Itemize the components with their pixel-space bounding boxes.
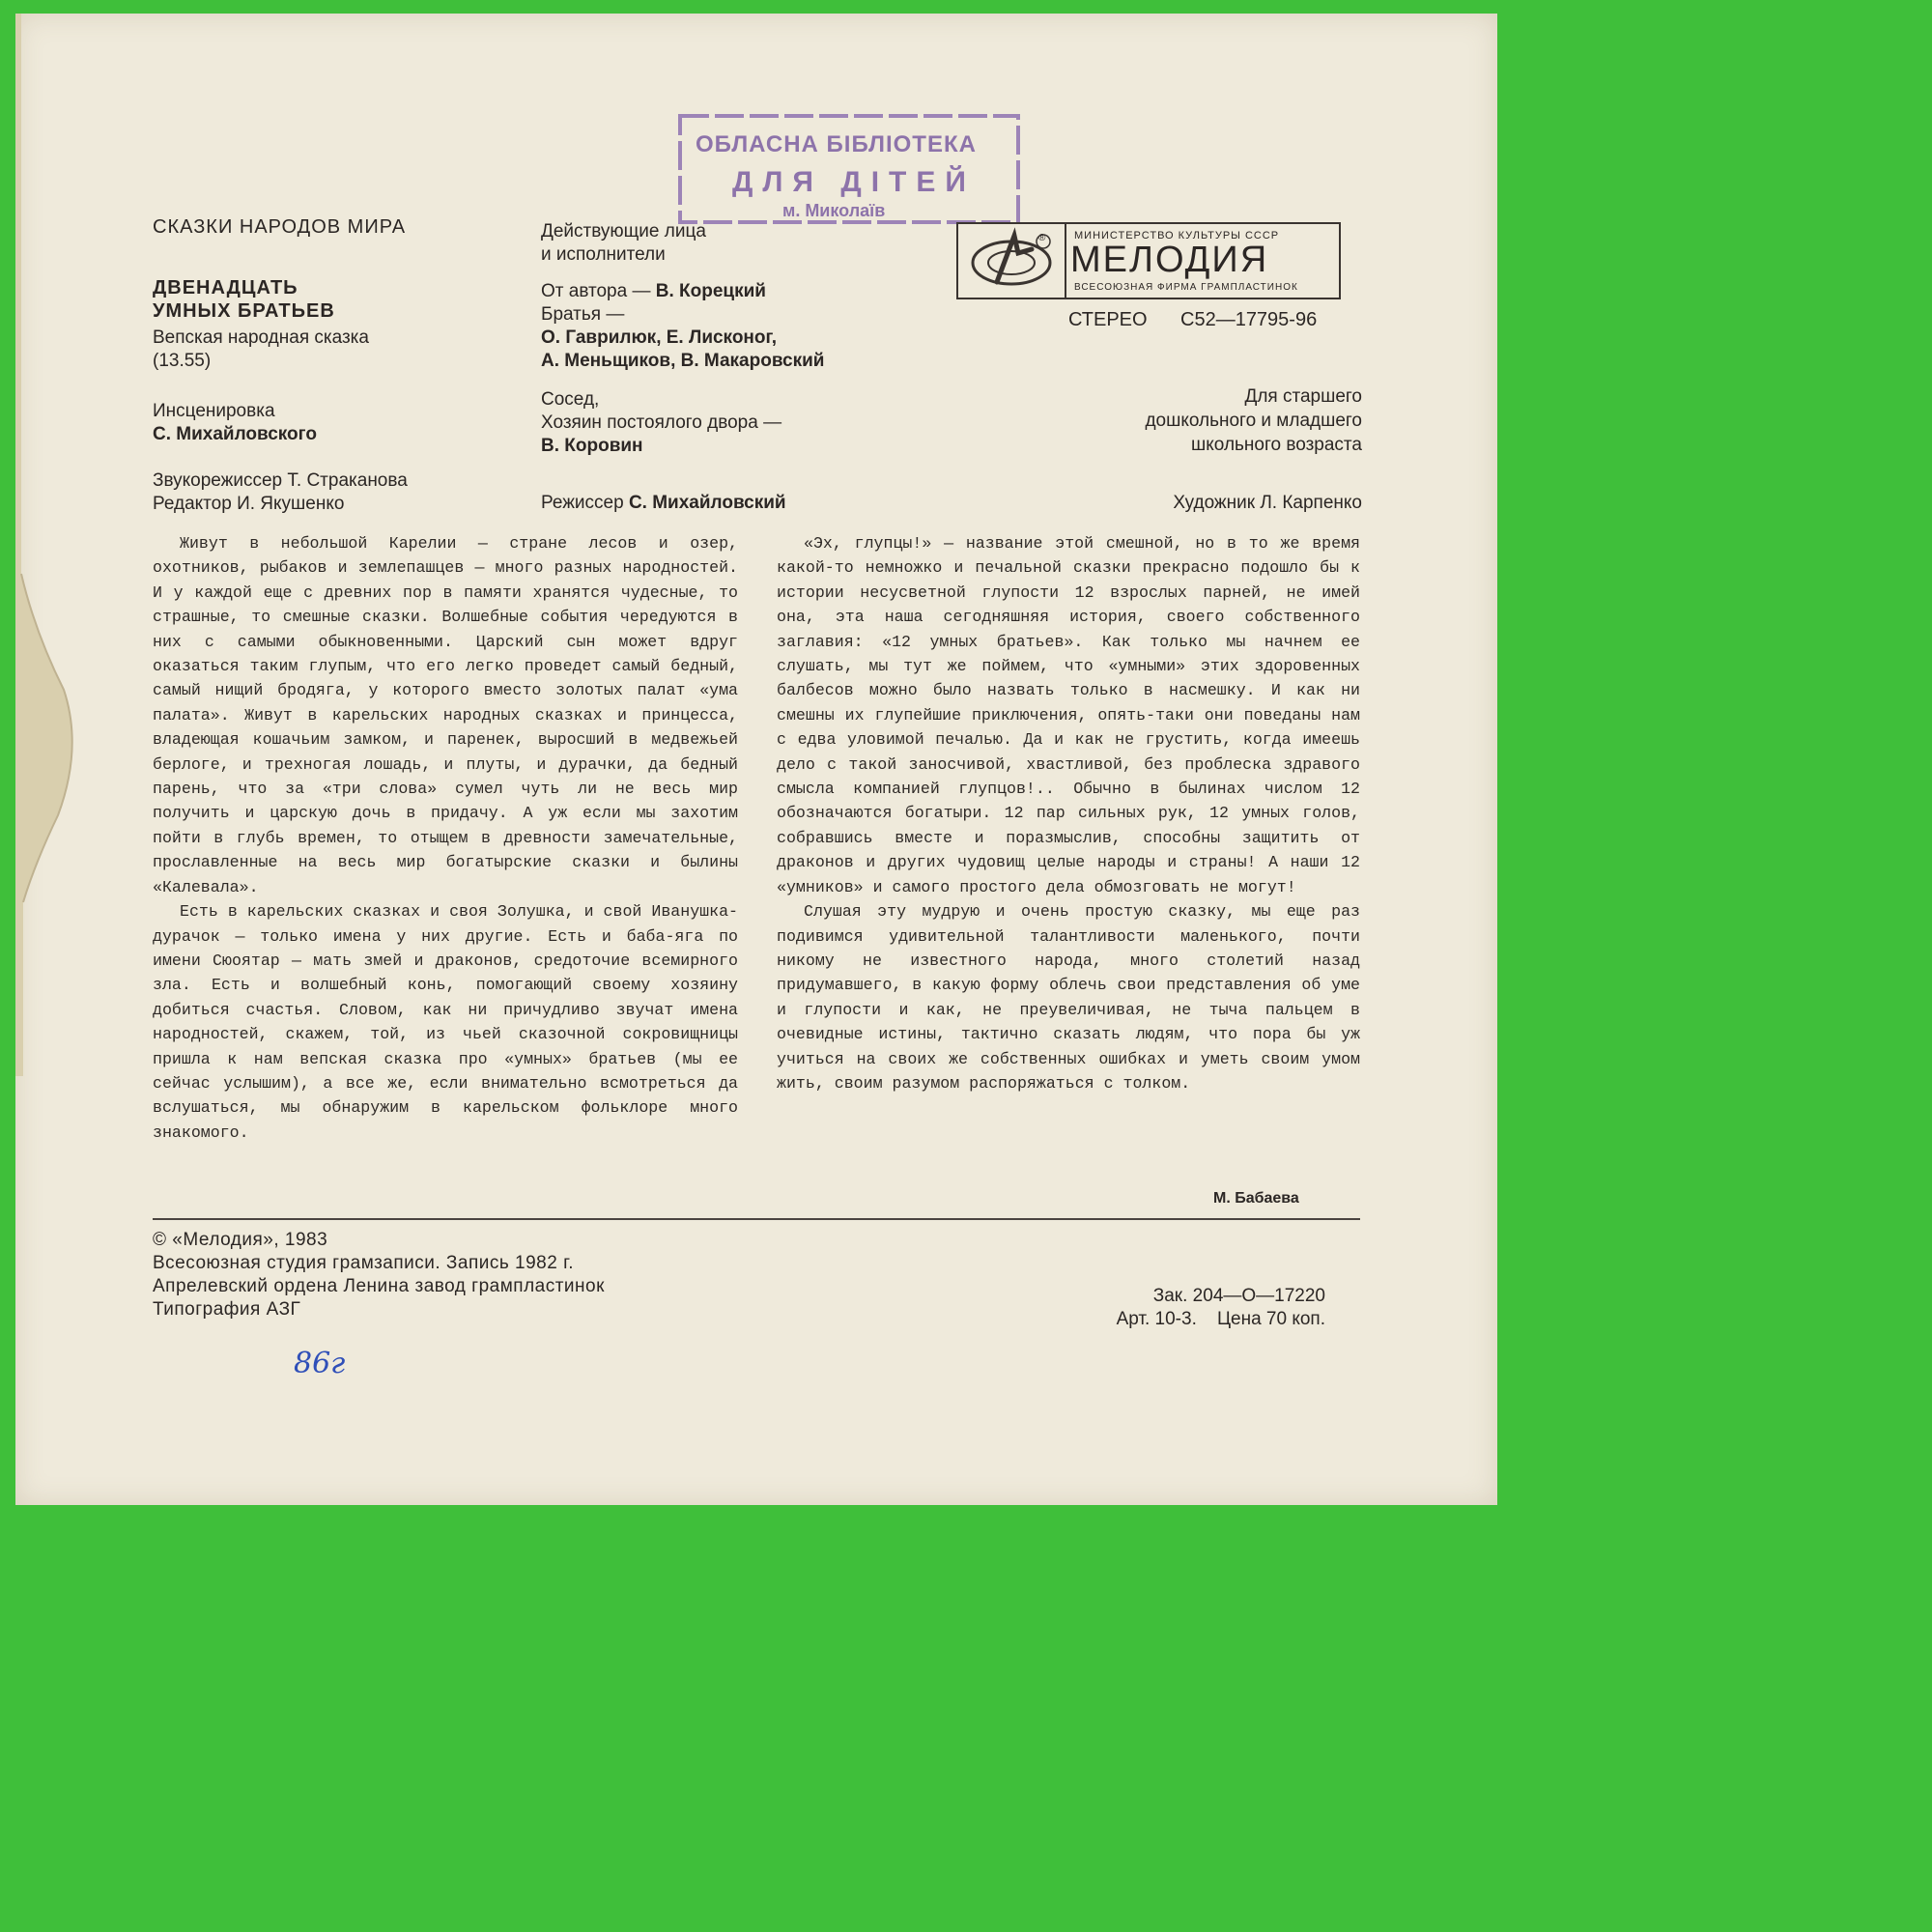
paragraph-left-1: Живут в небольшой Карелии — стране лесов и озер, охотников, рыбаков и землепашцев — много разных народностей. И у каждой еще с древних пор в памяти хранятся чудесные, то страшные, то смешные сказки. Волшебные события чередуются в них с самыми обыкновенными. Царский сын может вдруг оказаться таким глупым, что его легко проведет самый бедный, самый нищий бродяга, у которого вместо золотых палат «ума палата». Живут в карельских народных сказках и принцесса, владеющая кошачьим замком, и паренек, выросший в медвежьей берлоге, и трехногая лошадь, и плуты, и дурачки, да бедный парень, что за «три слова» сумел чуть ли не весь мир получить и царскую дочь в придачу. А уж если мы захотим пойти в глубь времен, то отыщем в древности замечательные, прославленные на весь мир богатырские сказки и былины «Калевала». (153, 534, 738, 896)
inscenation-name: С. Михайловского (153, 424, 317, 444)
stamp-line1: ОБЛАСНА БІБЛІОТЕКА (696, 131, 977, 157)
director (541, 493, 786, 514)
neighbor-name: В. Коровин (541, 436, 643, 456)
paragraph-right-1: «Эх, глупцы!» — название этой смешной, но в то же время какой-то немножко и печальной сказки прекрасно подошло бы к истории несусветной глупости 12 взрослых парней, не имей она, эта наша сегодняшняя история, своего собственного заглавия: «12 умных братьев». Как только мы начнем ее слушать, мы тут же поймем, что «умными» этих здоровенных балбесов можно было назвать только в насмешку. И как ни смешны их глупейшие приключения, опять-таки они поведаны нам с едва уловимой печалью. Да и как не грустить, когда имеешь дело с такой заносчивой, хвастливой, без проблеска здравого смысла компанией глупцов!.. Обычно в былинах числом 12 обозначаются богатыри. 12 пар сильных рук, 12 умных голов, собравшись вместе и поразмыслив, способны защитить от драконов и других чудовищ целые народы и страны! А наши 12 «умников» и самого простого дела обмозговать не могут! (777, 534, 1360, 896)
duration: (13.55) (153, 351, 212, 371)
text-column-left (153, 531, 738, 1145)
essay-signature: М. Бабаева (1213, 1190, 1299, 1207)
logo-ministry: МИНИСТЕРСТВО КУЛЬТУРЫ СССР (1074, 230, 1280, 242)
melodiya-emblem-icon (958, 224, 1066, 298)
imprint-block (153, 1229, 605, 1321)
age-line-3: школьного возраста (1191, 435, 1362, 455)
director-name: С. Михайловский (628, 493, 786, 513)
stamp-line2: ДЛЯ ДІТЕЙ (732, 166, 976, 198)
paragraph-left-2: Есть в карельских сказках и своя Золушка, и свой Иванушка-дурачок — только имена у них другие. Есть и баба-яга по имени Сюоятар — мать змей и драконов, средоточие всемирного зла. Есть и волшебный конь, помогающий своему хозяину добиться счастья. Словом, как ни причудливо звучат имена народностей, скажем, той, из чьей сказочной сокровищницы пришла к нам вепская сказка про «умных» братьев (мы ее сейчас услышим), а все же, если внимательно всмотреться да вслушаться, мы обнаружим в карельском фольклоре много знакомого. (153, 902, 738, 1142)
sleeve-cutout (15, 14, 131, 1076)
record-title (153, 276, 335, 323)
paragraph-right-2: Слушая эту мудрую и очень простую сказку, мы еще раз подивимся удивительной талантливости маленького, почти никому не известного народа, много столетий назад придумавшего, в какую форму облечь свои представления об уме и глупости и как, не преувеличивая, не тыча пальцем в очевидные истины, тактично сказать людям, что пора бы уж учиться на своих же собственных ошибках и уметь своим умом жить, своим разумом распоряжаться с толком. (777, 902, 1360, 1093)
subtitle: Вепская народная сказка (153, 327, 369, 348)
copyright: © «Мелодия», 1983 (153, 1230, 328, 1250)
artist-credit: Художник Л. Карпенко (1173, 493, 1362, 513)
stereo-label: СТЕРЕО (1068, 309, 1148, 330)
print-line: Типография АЗГ (153, 1299, 301, 1320)
catalog-number: С52—17795-96 (1180, 309, 1318, 330)
age-line-1: Для старшего (1244, 386, 1362, 407)
handwritten-note: 86г (294, 1347, 346, 1380)
age-recommendation (1039, 384, 1362, 457)
series-title: СКАЗКИ НАРОДОВ МИРА (153, 216, 407, 238)
age-line-2: дошкольного и младшего (1145, 411, 1362, 431)
title-line-2: УМНЫХ БРАТЬЕВ (153, 300, 335, 322)
cast-block (541, 220, 824, 469)
sound-engineer: Звукорежиссер Т. Страканова (153, 470, 408, 491)
crew-block (153, 469, 408, 516)
cast-heading-1: Действующие лица (541, 221, 706, 242)
cast-heading-2: и исполнители (541, 244, 666, 265)
melodiya-logo (956, 222, 1341, 299)
brothers-line-2: А. Меньщиков, В. Макаровский (541, 351, 825, 371)
editor: Редактор И. Якушенко (153, 494, 345, 514)
director-label: Режиссер (541, 493, 629, 513)
order-block (1039, 1285, 1325, 1331)
registered-mark: ® (1038, 233, 1046, 243)
library-stamp (676, 102, 1024, 234)
divider-line (153, 1218, 1360, 1220)
record-sleeve-back (15, 14, 1497, 1505)
author-name: В. Корецкий (655, 281, 766, 301)
title-line-1: ДВЕНАДЦАТЬ (153, 277, 298, 298)
inscenation-label: Инсценировка (153, 401, 275, 421)
logo-brand: МЕЛОДИЯ (1070, 240, 1269, 280)
text-column-right (777, 531, 1360, 1095)
neighbor-line-1: Сосед, (541, 389, 600, 410)
neighbor-line-2: Хозяин постоялого двора — (541, 412, 782, 433)
brothers-line-1: О. Гаврилюк, Е. Лисконог, (541, 327, 778, 348)
plant-line: Апрелевский ордена Ленина завод грампластинок (153, 1276, 605, 1296)
inscenation-block (153, 400, 317, 446)
brothers-label: Братья — (541, 304, 625, 325)
emblem-graphic (958, 224, 1065, 298)
author-label: От автора — (541, 281, 656, 301)
stamp-line3: м. Миколаїв (782, 201, 886, 220)
logo-company: ВСЕСОЮЗНАЯ ФИРМА ГРАМПЛАСТИНОК (1074, 282, 1298, 293)
order-number: Зак. 204—О—17220 (1152, 1286, 1325, 1306)
subtitle-block (153, 327, 369, 373)
studio-line: Всесоюзная студия грамзаписи. Запись 1982 г. (153, 1253, 574, 1273)
article-price: Арт. 10-3. Цена 70 коп. (1116, 1309, 1325, 1329)
